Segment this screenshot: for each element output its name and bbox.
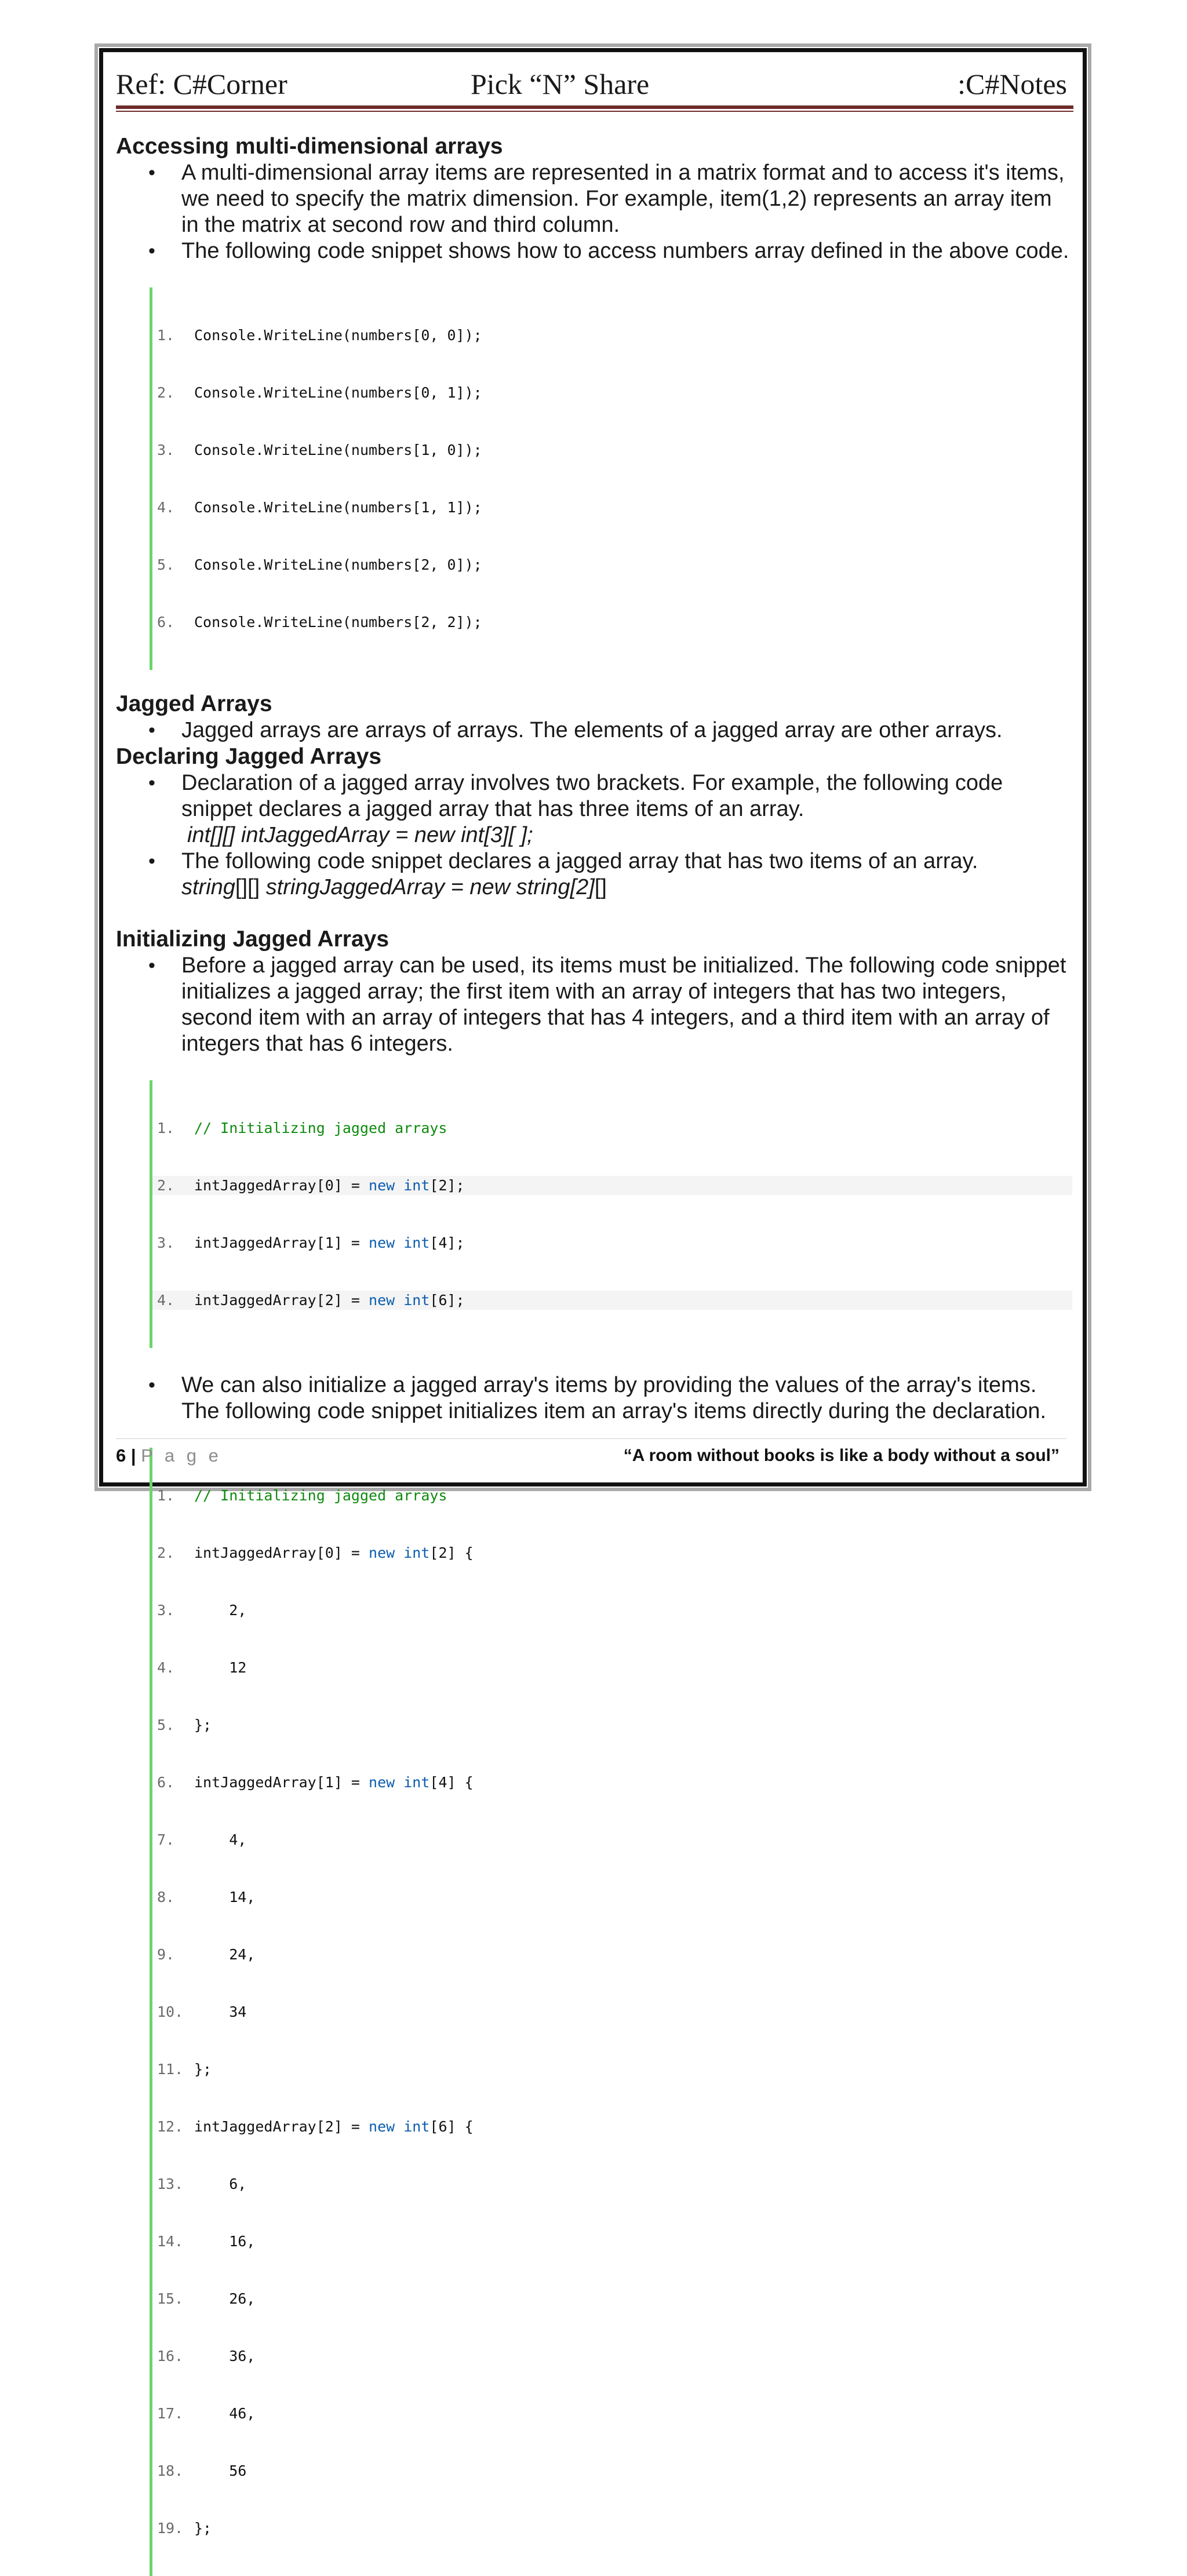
code-line: 1. Console.WriteLine(numbers[0, 0]); [157,327,482,344]
code-line: 4. intJaggedArray[2] = new int[6]; [152,1291,1072,1310]
code-block-direct-init [150,1448,1072,2576]
bullet-item: • Before a jagged array can be used, its items must be initialized. The following code snippet initializes a jagged array; the first item with an array of integers that has two integers, second item with an array of integers that has 4 integers, and a third item with an array of integers that has 6 integers. [116,953,1072,1057]
heading-jagged: Jagged Arrays [116,691,272,716]
code-line: 8. 14, [157,1889,256,1905]
heading-initializing: Initializing Jagged Arrays [116,927,389,952]
code-line: 17. 46, [157,2405,256,2422]
bullet-item: • We can also initialize a jagged array's items by providing the values of the array's items. The following code snippet initializes item an array's items directly during the declaration. [116,1372,1072,1424]
page-content [116,133,1072,2576]
code-line: 1. // Initializing jagged arrays [157,1487,447,1504]
code-line: 5. }; [157,1717,212,1733]
code-line: 15. 26, [157,2290,256,2307]
inline-code-d: [] [594,875,607,899]
code-line: 4. Console.WriteLine(numbers[1, 1]); [157,499,482,516]
page-header [116,65,1068,105]
bullet-text: The following code snippet declares a jagged array that has two items of an array. [181,849,978,873]
bullet-item [116,770,1072,848]
page-label: P a g e [141,1445,222,1466]
inline-code: int[][] intJaggedArray = new int[3][ ]; [187,823,533,847]
inline-code-c: stringJaggedArray = new string[2] [265,875,595,899]
bullet-item: • The following code snippet shows how to access numbers array defined in the above code. [116,238,1072,264]
code-block-init [150,1080,1072,1348]
list-jagged [116,717,1072,744]
header-rule-thin [116,111,1073,112]
header-left: Ref: C#Corner [116,68,287,100]
code-line: 2. intJaggedArray[0] = new int[2]; [152,1176,1072,1195]
page-number: 6 [116,1445,126,1466]
code-line: 5. Console.WriteLine(numbers[2, 0]); [157,556,482,573]
code-line: 11. }; [157,2061,212,2078]
code-line: 12. intJaggedArray[2] = new int[6] { [157,2118,474,2135]
code-line: 2. intJaggedArray[0] = new int[2] { [157,1544,474,1561]
footer-quote: “A room without books is like a body without a soul” [623,1446,1059,1465]
footer-rule [116,1438,1066,1439]
heading-declaring: Declaring Jagged Arrays [116,744,382,769]
code-line: 1. // Initializing jagged arrays [157,1120,447,1136]
bullet-item [116,848,1072,901]
footer-page-number [116,1443,222,1469]
code-line: 3. 2, [157,1602,247,1619]
code-line: 18. 56 [157,2462,247,2479]
page-separator: | [130,1445,136,1466]
inline-code-b: [][] [235,875,266,899]
code-line: 7. 4, [157,1831,247,1848]
code-line: 10. 34 [157,2003,247,2020]
bullet-text: Declaration of a jagged array involves two brackets. For example, the following code snippet declares a jagged array that has three items of an array. [181,771,1003,821]
header-center: Pick “N” Share [471,68,650,100]
list-declaring [116,770,1072,901]
bullet-item: • A multi-dimensional array items are represented in a matrix format and to access it's items, we need to specify the matrix dimension. For example, item(1,2) represents an array item in the matrix at second row and third column. [116,160,1072,238]
inline-code-a: string [181,875,235,899]
list-accessing [116,160,1072,264]
code-line: 6. Console.WriteLine(numbers[2, 2]); [157,614,482,631]
heading-accessing: Accessing multi-dimensional arrays [116,134,503,159]
code-line: 2. Console.WriteLine(numbers[0, 1]); [157,384,482,401]
code-line: 16. 36, [157,2348,256,2364]
code-line: 6. intJaggedArray[1] = new int[4] { [157,1774,474,1791]
list-initializing [116,953,1072,1057]
code-line: 3. Console.WriteLine(numbers[1, 0]); [157,442,482,458]
bullet-item: • Jagged arrays are arrays of arrays. The elements of a jagged array are other arrays. [116,717,1072,744]
code-line: 19. }; [157,2520,212,2537]
header-rule [116,105,1073,109]
list-direct-init [116,1372,1072,1424]
code-line: 14. 16, [157,2233,256,2250]
code-line: 13. 6, [157,2176,247,2192]
code-line: 9. 24, [157,1946,256,1963]
code-line: 4. 12 [157,1659,247,1676]
header-right: :C#Notes [957,68,1067,100]
code-block-access [150,287,1072,670]
code-line: 3. intJaggedArray[1] = new int[4]; [157,1234,465,1251]
